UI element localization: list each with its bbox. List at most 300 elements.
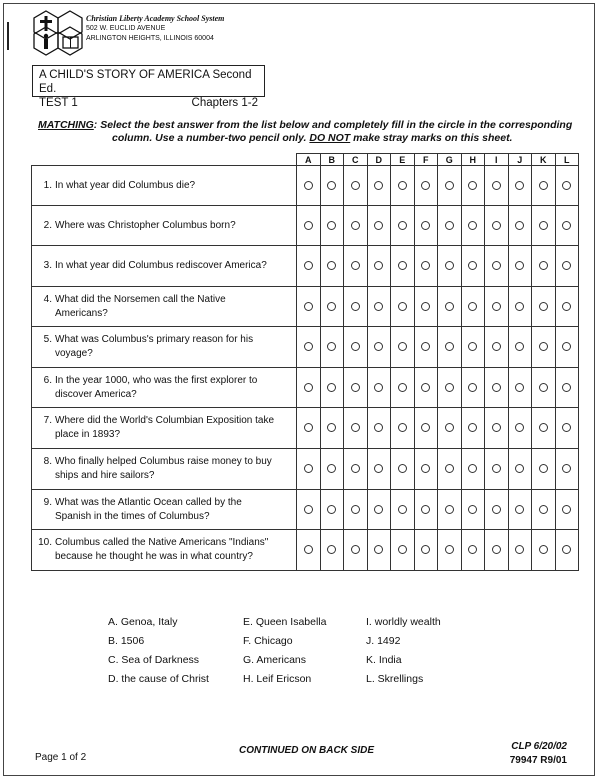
answer-bubble-1-b[interactable] xyxy=(327,181,336,190)
answer-bubble-4-i[interactable] xyxy=(492,302,501,311)
question-cell xyxy=(32,206,297,246)
bubble-cell-b xyxy=(320,490,344,530)
answer-bubble-7-f[interactable] xyxy=(421,423,430,432)
bubble-cell-d xyxy=(367,530,391,571)
question-text: Who finally helped Columbus raise money to buy ships and hire sailors? xyxy=(55,456,272,481)
answer-bubble-2-e[interactable] xyxy=(398,221,407,230)
bubble-cell-i xyxy=(485,166,509,206)
column-header-d: D xyxy=(367,154,391,166)
column-header-k: K xyxy=(532,154,556,166)
bubble-cell-j xyxy=(508,166,532,206)
bubble-cell-b xyxy=(320,206,344,246)
answer-bubble-8-a[interactable] xyxy=(304,464,313,473)
bubble-cell-i xyxy=(485,449,509,490)
bubble-cell-i xyxy=(485,368,509,408)
bubble-cell-e xyxy=(391,408,415,449)
answer-bubble-8-h[interactable] xyxy=(468,464,477,473)
question-row xyxy=(32,408,579,449)
bubble-cell-k xyxy=(532,368,556,408)
bubble-cell-h xyxy=(461,166,485,206)
answer-bubble-7-j[interactable] xyxy=(515,423,524,432)
bubble-cell-d xyxy=(367,408,391,449)
bubble-cell-d xyxy=(367,206,391,246)
answer-bubble-3-e[interactable] xyxy=(398,261,407,270)
answer-bubble-6-a[interactable] xyxy=(304,383,313,392)
question-number: 7. xyxy=(43,415,52,426)
answer-bubble-3-l[interactable] xyxy=(562,261,571,270)
bubble-cell-b xyxy=(320,368,344,408)
page-number: Page 1 of 2 xyxy=(35,752,87,763)
answer-bubble-8-k[interactable] xyxy=(539,464,548,473)
answer-bubble-8-e[interactable] xyxy=(398,464,407,473)
bubble-cell-b xyxy=(320,327,344,368)
bubble-cell-k xyxy=(532,287,556,327)
bubble-cell-l xyxy=(555,206,579,246)
column-header-e: E xyxy=(391,154,415,166)
answer-bubble-8-d[interactable] xyxy=(374,464,383,473)
answer-bubble-10-k[interactable] xyxy=(539,545,548,554)
answer-option: C. Sea of Darkness xyxy=(108,654,200,666)
instructions-text3: make stray marks on this sheet. xyxy=(350,132,513,144)
bubble-cell-j xyxy=(508,490,532,530)
answer-bubble-2-c[interactable] xyxy=(351,221,360,230)
answer-bubble-8-j[interactable] xyxy=(515,464,524,473)
answer-bubble-1-c[interactable] xyxy=(351,181,360,190)
answer-bubble-10-h[interactable] xyxy=(468,545,477,554)
bubble-cell-b xyxy=(320,246,344,287)
answer-bubble-7-c[interactable] xyxy=(351,423,360,432)
question-text: What did the Norsemen call the Native Americans? xyxy=(55,293,226,319)
answer-option: G. Americans xyxy=(243,654,307,666)
bubble-cell-i xyxy=(485,490,509,530)
answer-bubble-4-k[interactable] xyxy=(539,302,548,311)
bubble-cell-b xyxy=(320,287,344,327)
column-header-b: B xyxy=(320,154,344,166)
bubble-cell-e xyxy=(391,449,415,490)
answer-bubble-8-f[interactable] xyxy=(421,464,430,473)
answer-bubble-4-j[interactable] xyxy=(515,302,524,311)
answer-bubble-6-h[interactable] xyxy=(468,383,477,392)
answer-bubble-9-b[interactable] xyxy=(327,505,336,514)
answer-bubble-9-k[interactable] xyxy=(539,505,548,514)
bubble-cell-b xyxy=(320,166,344,206)
question-row xyxy=(32,327,579,368)
bubble-cell-h xyxy=(461,206,485,246)
column-header-l: L xyxy=(555,154,579,166)
answer-bubble-1-k[interactable] xyxy=(539,181,548,190)
answer-bubble-7-g[interactable] xyxy=(445,423,454,432)
answer-bubble-10-d[interactable] xyxy=(374,545,383,554)
bubble-cell-g xyxy=(438,368,462,408)
bubble-cell-d xyxy=(367,287,391,327)
bubble-cell-d xyxy=(367,490,391,530)
answer-bubble-4-e[interactable] xyxy=(398,302,407,311)
answer-bubble-8-b[interactable] xyxy=(327,464,336,473)
answer-option: E. Queen Isabella xyxy=(243,616,327,628)
answer-list-col3 xyxy=(366,613,441,689)
answer-bubble-9-h[interactable] xyxy=(468,505,477,514)
bubble-cell-c xyxy=(344,530,368,571)
answer-option: B. 1506 xyxy=(108,635,145,647)
answer-bubble-10-c[interactable] xyxy=(351,545,360,554)
answer-bubble-3-a[interactable] xyxy=(304,261,313,270)
bubble-cell-e xyxy=(391,206,415,246)
bubble-cell-e xyxy=(391,287,415,327)
answer-bubble-6-k[interactable] xyxy=(539,383,548,392)
answer-bubble-9-c[interactable] xyxy=(351,505,360,514)
bubble-cell-a xyxy=(297,166,321,206)
bubble-cell-c xyxy=(344,246,368,287)
answer-option: J. 1492 xyxy=(366,635,401,647)
bubble-cell-j xyxy=(508,408,532,449)
answer-bubble-4-a[interactable] xyxy=(304,302,313,311)
answer-bubble-10-l[interactable] xyxy=(562,545,571,554)
answer-bubble-5-d[interactable] xyxy=(374,342,383,351)
answer-bubble-4-h[interactable] xyxy=(468,302,477,311)
bubble-cell-j xyxy=(508,368,532,408)
answer-bubble-6-c[interactable] xyxy=(351,383,360,392)
bubble-cell-i xyxy=(485,327,509,368)
answer-bubble-2-l[interactable] xyxy=(562,221,571,230)
question-row xyxy=(32,490,579,530)
answer-bubble-7-a[interactable] xyxy=(304,423,313,432)
bubble-cell-d xyxy=(367,327,391,368)
bubble-cell-c xyxy=(344,287,368,327)
bubble-cell-j xyxy=(508,287,532,327)
bubble-cell-d xyxy=(367,368,391,408)
bubble-cell-k xyxy=(532,206,556,246)
answer-bubble-5-k[interactable] xyxy=(539,342,548,351)
answer-bubble-5-i[interactable] xyxy=(492,342,501,351)
bubble-cell-e xyxy=(391,368,415,408)
answer-bubble-2-h[interactable] xyxy=(468,221,477,230)
answer-bubble-1-d[interactable] xyxy=(374,181,383,190)
bubble-cell-j xyxy=(508,327,532,368)
answer-bubble-9-g[interactable] xyxy=(445,505,454,514)
bubble-cell-l xyxy=(555,408,579,449)
question-text: In the year 1000, who was the first explorer to discover America? xyxy=(55,374,258,400)
answer-option: K. India xyxy=(366,654,402,666)
answer-bubble-4-b[interactable] xyxy=(327,302,336,311)
school-address-line1: 502 W. EUCLID AVENUE xyxy=(86,25,166,32)
answer-bubble-10-i[interactable] xyxy=(492,545,501,554)
bubble-cell-i xyxy=(485,408,509,449)
answer-bubble-1-h[interactable] xyxy=(468,181,477,190)
bubble-cell-k xyxy=(532,327,556,368)
column-header-j: J xyxy=(508,154,532,166)
instructions xyxy=(38,119,578,145)
bubble-cell-i xyxy=(485,287,509,327)
answer-option: H. Leif Ericson xyxy=(243,673,312,685)
answer-bubble-3-f[interactable] xyxy=(421,261,430,270)
bubble-cell-c xyxy=(344,408,368,449)
question-number: 8. xyxy=(43,456,52,467)
answer-bubble-6-l[interactable] xyxy=(562,383,571,392)
bubble-cell-h xyxy=(461,408,485,449)
answer-bubble-8-l[interactable] xyxy=(562,464,571,473)
bubble-cell-g xyxy=(438,490,462,530)
answer-option: D. the cause of Christ xyxy=(108,673,209,685)
answer-bubble-5-l[interactable] xyxy=(562,342,571,351)
test-number: TEST 1 xyxy=(39,97,78,109)
bubble-cell-e xyxy=(391,327,415,368)
column-header-a: A xyxy=(297,154,321,166)
answer-bubble-10-a[interactable] xyxy=(304,545,313,554)
bubble-cell-k xyxy=(532,166,556,206)
answer-list-col1 xyxy=(108,613,209,689)
question-cell xyxy=(32,368,297,408)
answer-bubble-9-a[interactable] xyxy=(304,505,313,514)
answer-bubble-4-d[interactable] xyxy=(374,302,383,311)
bubble-cell-l xyxy=(555,530,579,571)
answer-bubble-10-g[interactable] xyxy=(445,545,454,554)
instructions-do-not: DO NOT xyxy=(309,132,351,144)
bubble-cell-i xyxy=(485,530,509,571)
answer-bubble-5-h[interactable] xyxy=(468,342,477,351)
bubble-cell-a xyxy=(297,246,321,287)
bubble-cell-k xyxy=(532,530,556,571)
question-text: Where was Christopher Columbus born? xyxy=(55,219,236,231)
bubble-cell-f xyxy=(414,368,438,408)
bubble-cell-f xyxy=(414,287,438,327)
bubble-cell-i xyxy=(485,206,509,246)
answer-bubble-7-k[interactable] xyxy=(539,423,548,432)
instructions-text1: : Select the best answer from the list below and completely fill in the circle in the corresponding xyxy=(93,119,573,131)
question-cell xyxy=(32,408,297,449)
answer-bubble-5-b[interactable] xyxy=(327,342,336,351)
bubble-cell-l xyxy=(555,368,579,408)
question-text: In what year did Columbus die? xyxy=(55,179,196,191)
answer-bubble-1-g[interactable] xyxy=(445,181,454,190)
column-header-i: I xyxy=(485,154,509,166)
answer-bubble-9-j[interactable] xyxy=(515,505,524,514)
bubble-cell-j xyxy=(508,246,532,287)
question-cell xyxy=(32,530,297,571)
answer-bubble-5-f[interactable] xyxy=(421,342,430,351)
answer-bubble-7-h[interactable] xyxy=(468,423,477,432)
answer-bubble-2-a[interactable] xyxy=(304,221,313,230)
bubble-cell-a xyxy=(297,368,321,408)
answer-bubble-9-l[interactable] xyxy=(562,505,571,514)
answer-bubble-9-d[interactable] xyxy=(374,505,383,514)
answer-bubble-2-b[interactable] xyxy=(327,221,336,230)
answer-bubble-8-g[interactable] xyxy=(445,464,454,473)
bubble-cell-g xyxy=(438,246,462,287)
answer-bubble-3-g[interactable] xyxy=(445,261,454,270)
form-code: CLP 6/20/02 xyxy=(511,741,567,752)
bubble-cell-h xyxy=(461,530,485,571)
bubble-cell-g xyxy=(438,327,462,368)
answer-bubble-5-j[interactable] xyxy=(515,342,524,351)
bubble-cell-k xyxy=(532,490,556,530)
bubble-cell-h xyxy=(461,287,485,327)
answer-option: F. Chicago xyxy=(243,635,293,647)
bubble-cell-g xyxy=(438,206,462,246)
answer-bubble-7-i[interactable] xyxy=(492,423,501,432)
answer-bubble-8-c[interactable] xyxy=(351,464,360,473)
question-number: 4. xyxy=(43,293,52,305)
question-number: 3. xyxy=(43,260,52,271)
answer-bubble-4-l[interactable] xyxy=(562,302,571,311)
answer-list-col2 xyxy=(243,613,326,689)
continued-note: CONTINUED ON BACK SIDE xyxy=(239,745,375,756)
answer-bubble-6-g[interactable] xyxy=(445,383,454,392)
answer-bubble-3-h[interactable] xyxy=(468,261,477,270)
school-address-line2: ARLINGTON HEIGHTS, ILLINOIS 60004 xyxy=(86,35,214,42)
bubble-cell-j xyxy=(508,530,532,571)
answer-bubble-4-f[interactable] xyxy=(421,302,430,311)
answer-bubble-6-d[interactable] xyxy=(374,383,383,392)
form-revision: 79947 R9/01 xyxy=(509,755,567,766)
answer-bubble-3-i[interactable] xyxy=(492,261,501,270)
bubble-cell-h xyxy=(461,327,485,368)
bubble-cell-l xyxy=(555,287,579,327)
question-text: What was the Atlantic Ocean called by the Spanish in the times of Columbus? xyxy=(55,496,242,522)
answer-bubble-7-d[interactable] xyxy=(374,423,383,432)
bubble-cell-h xyxy=(461,490,485,530)
column-header-g: G xyxy=(438,154,462,166)
test-chapters: Chapters 1-2 xyxy=(191,97,258,109)
answer-bubble-7-l[interactable] xyxy=(562,423,571,432)
answer-bubble-6-f[interactable] xyxy=(421,383,430,392)
question-cell xyxy=(32,327,297,368)
bubble-cell-b xyxy=(320,530,344,571)
bubble-cell-f xyxy=(414,246,438,287)
answer-bubble-2-i[interactable] xyxy=(492,221,501,230)
answer-bubble-9-i[interactable] xyxy=(492,505,501,514)
answer-bubble-7-b[interactable] xyxy=(327,423,336,432)
answer-bubble-1-j[interactable] xyxy=(515,181,524,190)
bubble-cell-b xyxy=(320,449,344,490)
answer-bubble-3-c[interactable] xyxy=(351,261,360,270)
bubble-cell-g xyxy=(438,287,462,327)
bubble-cell-k xyxy=(532,408,556,449)
answer-option: I. worldly wealth xyxy=(366,616,441,628)
bubble-cell-a xyxy=(297,327,321,368)
question-number: 10. xyxy=(38,537,52,548)
bubble-cell-h xyxy=(461,449,485,490)
answer-bubble-10-f[interactable] xyxy=(421,545,430,554)
answer-bubble-6-b[interactable] xyxy=(327,383,336,392)
answer-option: A. Genoa, Italy xyxy=(108,616,178,628)
answer-bubble-1-e[interactable] xyxy=(398,181,407,190)
question-cell xyxy=(32,490,297,530)
bubble-cell-d xyxy=(367,449,391,490)
answer-bubble-3-b[interactable] xyxy=(327,261,336,270)
answer-bubble-2-g[interactable] xyxy=(445,221,454,230)
question-number: 6. xyxy=(43,374,52,386)
answer-bubble-1-f[interactable] xyxy=(421,181,430,190)
bubble-cell-a xyxy=(297,206,321,246)
bubble-cell-f xyxy=(414,449,438,490)
answer-bubble-1-l[interactable] xyxy=(562,181,571,190)
answer-bubble-6-e[interactable] xyxy=(398,383,407,392)
answer-bubble-6-j[interactable] xyxy=(515,383,524,392)
answer-bubble-9-e[interactable] xyxy=(398,505,407,514)
school-logo xyxy=(33,10,83,56)
answer-bubble-2-d[interactable] xyxy=(374,221,383,230)
question-row xyxy=(32,449,579,490)
bubble-cell-l xyxy=(555,246,579,287)
answer-bubble-5-a[interactable] xyxy=(304,342,313,351)
question-number: 2. xyxy=(43,219,52,231)
instructions-label: MATCHING xyxy=(38,119,94,131)
question-row xyxy=(32,246,579,287)
answer-bubble-1-a[interactable] xyxy=(304,181,313,190)
bubble-cell-c xyxy=(344,166,368,206)
bubble-cell-d xyxy=(367,166,391,206)
school-name: Christian Liberty Academy School System xyxy=(86,14,225,23)
answer-bubble-10-j[interactable] xyxy=(515,545,524,554)
bubble-cell-e xyxy=(391,530,415,571)
bubble-cell-d xyxy=(367,246,391,287)
question-cell xyxy=(32,287,297,327)
answer-bubble-5-e[interactable] xyxy=(398,342,407,351)
question-text: In what year did Columbus rediscover America? xyxy=(55,260,267,271)
answer-bubble-4-g[interactable] xyxy=(445,302,454,311)
bubble-cell-f xyxy=(414,408,438,449)
answer-bubble-3-j[interactable] xyxy=(515,261,524,270)
column-header-f: F xyxy=(414,154,438,166)
question-cell xyxy=(32,246,297,287)
bubble-cell-b xyxy=(320,408,344,449)
bubble-cell-a xyxy=(297,287,321,327)
answer-bubble-10-e[interactable] xyxy=(398,545,407,554)
question-number: 1. xyxy=(43,179,52,191)
answer-bubble-9-f[interactable] xyxy=(421,505,430,514)
answer-bubble-4-c[interactable] xyxy=(351,302,360,311)
bubble-cell-h xyxy=(461,246,485,287)
question-row xyxy=(32,368,579,408)
bubble-cell-k xyxy=(532,449,556,490)
answer-bubble-10-b[interactable] xyxy=(327,545,336,554)
question-number: 9. xyxy=(43,496,52,508)
answer-grid xyxy=(31,153,579,571)
test-title-box xyxy=(32,65,265,109)
question-row xyxy=(32,166,579,206)
question-cell xyxy=(32,449,297,490)
answer-bubble-2-f[interactable] xyxy=(421,221,430,230)
bubble-cell-l xyxy=(555,327,579,368)
bubble-cell-l xyxy=(555,166,579,206)
question-text: Where did the World's Columbian Exposition take place in 1893? xyxy=(55,415,275,440)
answer-bubble-2-j[interactable] xyxy=(515,221,524,230)
answer-bubble-2-k[interactable] xyxy=(539,221,548,230)
answer-bubble-3-k[interactable] xyxy=(539,261,548,270)
bubble-cell-e xyxy=(391,490,415,530)
question-number: 5. xyxy=(43,334,52,345)
answer-bubble-5-g[interactable] xyxy=(445,342,454,351)
test-title: A CHILD'S STORY OF AMERICA Second Ed. xyxy=(39,69,252,95)
bubble-cell-c xyxy=(344,368,368,408)
binder-mark xyxy=(7,22,9,50)
answer-bubble-7-e[interactable] xyxy=(398,423,407,432)
answer-bubble-6-i[interactable] xyxy=(492,383,501,392)
question-row xyxy=(32,287,579,327)
bubble-cell-g xyxy=(438,530,462,571)
answer-bubble-5-c[interactable] xyxy=(351,342,360,351)
bubble-cell-j xyxy=(508,206,532,246)
bubble-cell-a xyxy=(297,530,321,571)
answer-bubble-1-i[interactable] xyxy=(492,181,501,190)
bubble-cell-g xyxy=(438,449,462,490)
question-text: Columbus called the Native Americans "Indians" because he thought he was in what country? xyxy=(55,537,269,562)
question-row xyxy=(32,530,579,571)
answer-bubble-3-d[interactable] xyxy=(374,261,383,270)
bubble-cell-g xyxy=(438,166,462,206)
bubble-cell-e xyxy=(391,166,415,206)
answer-bubble-8-i[interactable] xyxy=(492,464,501,473)
